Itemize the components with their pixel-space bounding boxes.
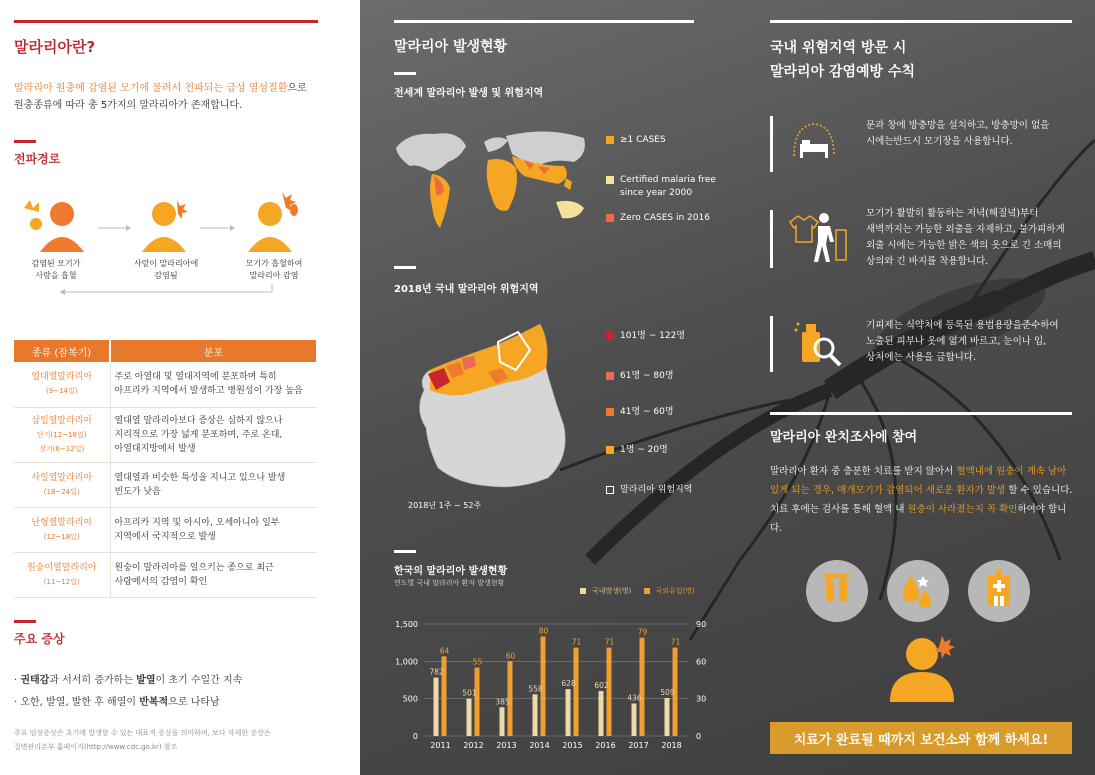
patient-person-icon (884, 632, 960, 704)
bar-imported (475, 668, 480, 736)
legend-swatch (606, 372, 614, 380)
x-tick-label: 2012 (463, 741, 484, 750)
tip-bar (770, 316, 773, 372)
route-step-2: 사람이 말라리아에 감염됨 (133, 259, 199, 280)
bar-domestic (467, 699, 472, 736)
panel2-top-rule (394, 20, 694, 23)
x-tick-label: 2018 (661, 741, 682, 750)
table-row: 삼일열말라리아 단기(12~18일) 장기(6~12일) 열대열 말라리아보다 증상은 심하지 않으나 지리적으로 가장 넓게 분포하며, 주로 온대, 아열대지방에서 발생 (14, 407, 317, 462)
survey-title: 말라리아 완치조사에 참여 (770, 430, 918, 445)
y-left-tick-label: 1,000 (395, 657, 418, 667)
data-label-domestic: 602 (594, 681, 609, 691)
legend-swatch (644, 588, 650, 594)
survey-text: 말라리아 환자 중 충분한 치료를 받지 않아서 혈액내에 원충이 계속 남아있게 되는 경우, 매개모기가 감염되어 새로운 환자가 발생 할 수 있습니다. 치료 후에는 검사를 통해 혈액 내 원충이 사라졌는지 꼭 확인하여야 합니다. (770, 466, 1073, 534)
data-label-imported: 71 (670, 637, 681, 647)
panel2-title: 말라리아 발생현황 (394, 39, 508, 55)
data-label-domestic: 628 (561, 679, 576, 689)
section-rule (394, 72, 416, 75)
top-rule (14, 20, 318, 23)
legend-swatch (606, 446, 614, 454)
hospital-icon (968, 560, 1030, 622)
table-row: 난형열말라리아 (12~18일) 아프리카 지역 및 아시아, 오세아니아 일부 지역에서 국지적으로 발생 (14, 507, 317, 552)
korea-legend-item-1: 101명 ~ 122명 (606, 330, 685, 343)
korea-legend-item-4: 1명 ~ 20명 (606, 444, 668, 457)
data-label-imported: 71 (604, 637, 615, 647)
footnote: 주요 임상증상은 초기에 발생할 수 있는 대표적 증상을 의미하며, 보다 자세한 증상은 질병관리본부 홈페이지(http://www.cdc.go.kr) 참조 (14, 729, 271, 751)
symptom-item: · 권태감과 서서히 증가하는 발열이 초기 수일간 지속 (14, 675, 243, 686)
bar-domestic (566, 689, 571, 736)
clothing-icon (786, 208, 852, 268)
section-rule (14, 620, 36, 623)
panel-what-is-malaria (0, 0, 360, 775)
blood-drop-icon (887, 560, 949, 622)
infected-mosquito-person-icon (24, 200, 84, 252)
section-rule (394, 266, 416, 269)
data-label-imported: 55 (472, 657, 483, 667)
bar-imported (574, 648, 579, 736)
bar-domestic (599, 691, 604, 736)
korea-legend-item-5: 말라리아 위험지역 (606, 484, 692, 497)
chart-legend (580, 586, 695, 596)
legend-imported: 국외유입(명) (655, 587, 695, 595)
test-tube-icon (806, 560, 868, 622)
tip-1-text: 문과 창에 방충망을 설치하고, 방충망이 없을 시에는반드시 모기장을 사용합니다. (866, 120, 1050, 147)
data-label-domestic: 436 (627, 693, 642, 703)
bed-net-icon (790, 120, 838, 162)
x-tick-label: 2014 (529, 741, 550, 750)
korea-map (398, 318, 598, 498)
table-row: 사일열말라리아 (18~24일) 열대열과 비슷한 특성을 지니고 있으나 발생 빈도가 낮음 (14, 462, 317, 507)
x-tick-label: 2011 (430, 741, 451, 750)
y-right-tick-label: 30 (696, 694, 707, 704)
section-rule (394, 550, 416, 553)
chart-subtitle: 연도별 국내 말라리아 환자 발생현황 (394, 579, 505, 587)
bar-imported (607, 648, 612, 736)
korea-caption: 2018년 1주 ~ 52주 (408, 501, 482, 510)
korea-legend-item-3: 41명 ~ 60명 (606, 406, 674, 419)
chart-title: 한국의 말라리아 발생현황 (394, 566, 508, 577)
bar-domestic (632, 703, 637, 736)
tip-2-text: 모기가 활발히 활동하는 저녁(해질녘)부터 새벽까지는 가능한 외출을 자제하고, 불가피하게 외출 시에는 가능한 밝은 색의 옷으로 긴 소매의 상의와 긴 바지를 착용합니다. (866, 208, 1065, 267)
bar-chart (388, 612, 718, 758)
transmission-diagram (14, 180, 334, 300)
test-tube-disc (806, 560, 868, 622)
x-tick-label: 2016 (595, 741, 616, 750)
bottom-banner: 치료가 완료될 때까지 보건소와 함께 하세요! (770, 722, 1072, 754)
route-step-3: 모기가 흡혈하여 말라리아 감염 (245, 259, 303, 280)
y-right-tick-label: 0 (696, 732, 702, 741)
symptom-list (14, 670, 242, 714)
infected-person-icon (142, 200, 188, 252)
symptom-item: · 오한, 발열, 발한 후 해열이 반복적으로 나타남 (14, 697, 220, 708)
data-label-imported: 60 (505, 651, 516, 661)
bar-domestic (500, 707, 505, 736)
col-type: 종류 (잠복기) (14, 340, 110, 362)
intro-highlight: 말라리아 원충에 감염된 모기에 물려서 전파되는 급성 열성질환 (14, 83, 288, 94)
page-title: 말라리아란? (14, 38, 96, 56)
tip-bar (770, 210, 773, 268)
route-step-1: 감염된 모기가 사람을 흡혈 (31, 259, 81, 280)
world-legend-item-2: Certified malaria free since year 2000 (606, 174, 716, 200)
tip-3-text: 기피제는 식약처에 등록된 용법용량을준수하여 노출된 피부나 옷에 엷게 바르고, 눈이나 입, 상처에는 사용을 금합니다. (866, 320, 1059, 363)
blood-drop-disc (887, 560, 949, 622)
intro-rest: 으로 (287, 83, 307, 94)
data-label-imported: 71 (571, 637, 582, 647)
world-legend-item-1: ≥1 CASES (606, 134, 666, 147)
panel3-top-rule (770, 20, 1072, 23)
y-left-tick-label: 1,500 (395, 620, 418, 629)
bar-imported (640, 638, 645, 736)
y-left-tick-label: 0 (412, 732, 418, 741)
data-label-imported: 79 (637, 627, 648, 637)
world-map (388, 118, 598, 238)
section-rule (14, 140, 36, 143)
table-row: 열대열말라리아 (9~14일) 주로 아열대 및 열대지역에 분포하며 특히 아프리카 지역에서 발생하고 병원성이 가장 높음 (14, 362, 317, 407)
data-label-domestic: 385 (495, 697, 510, 707)
tip-bar (770, 116, 773, 172)
y-left-tick-label: 500 (402, 694, 418, 704)
bar-domestic (434, 678, 439, 736)
data-label-domestic: 558 (528, 684, 543, 694)
legend-swatch (606, 214, 614, 222)
world-legend-item-3: Zero CASES in 2016 (606, 212, 710, 225)
world-subtitle: 전세계 말라리아 발생 및 위험지역 (394, 88, 544, 99)
symptom-title: 주요 증상 (14, 632, 65, 646)
repellent-icon (794, 318, 844, 368)
korea-subtitle: 2018년 국내 말라리아 위험지역 (394, 284, 539, 295)
x-tick-label: 2013 (496, 741, 517, 750)
legend-swatch (606, 332, 614, 340)
data-label-domestic: 501 (462, 688, 477, 698)
legend-swatch (606, 486, 614, 494)
data-label-domestic: 509 (660, 687, 675, 697)
data-label-domestic: 782 (429, 667, 444, 677)
panel3-title: 국내 위험지역 방문 시 말라리아 감염예방 수칙 (770, 40, 915, 80)
y-right-tick-label: 60 (696, 657, 707, 667)
malaria-types-table (14, 340, 318, 598)
korea-legend-item-2: 61명 ~ 80명 (606, 370, 674, 383)
intro-text (14, 80, 334, 114)
table-row: 원숭이열말라리아 (11~12일) 원숭이 말라리아를 일으키는 종으로 최근 사람에서의 감염이 확인 (14, 552, 317, 597)
bar-domestic (533, 694, 538, 736)
legend-swatch (606, 176, 614, 184)
x-tick-label: 2015 (562, 741, 583, 750)
bar-domestic (665, 698, 670, 736)
legend-swatch (606, 136, 614, 144)
route-title: 전파경로 (14, 152, 61, 166)
legend-swatch (580, 588, 586, 594)
legend-swatch (606, 408, 614, 416)
data-label-imported: 64 (439, 646, 450, 656)
legend-domestic: 국내발생(명) (592, 587, 632, 595)
intro-line2: 원충종류에 따라 총 5가지의 말라리아가 존재합니다. (14, 100, 243, 111)
data-label-imported: 80 (538, 626, 549, 636)
survey-rule (770, 412, 1072, 415)
y-right-tick-label: 90 (696, 620, 707, 629)
table-header (14, 340, 317, 362)
hospital-disc (968, 560, 1030, 622)
mosquito-biting-icon (248, 192, 298, 252)
col-distribution: 분포 (110, 340, 317, 362)
x-tick-label: 2017 (628, 741, 649, 750)
